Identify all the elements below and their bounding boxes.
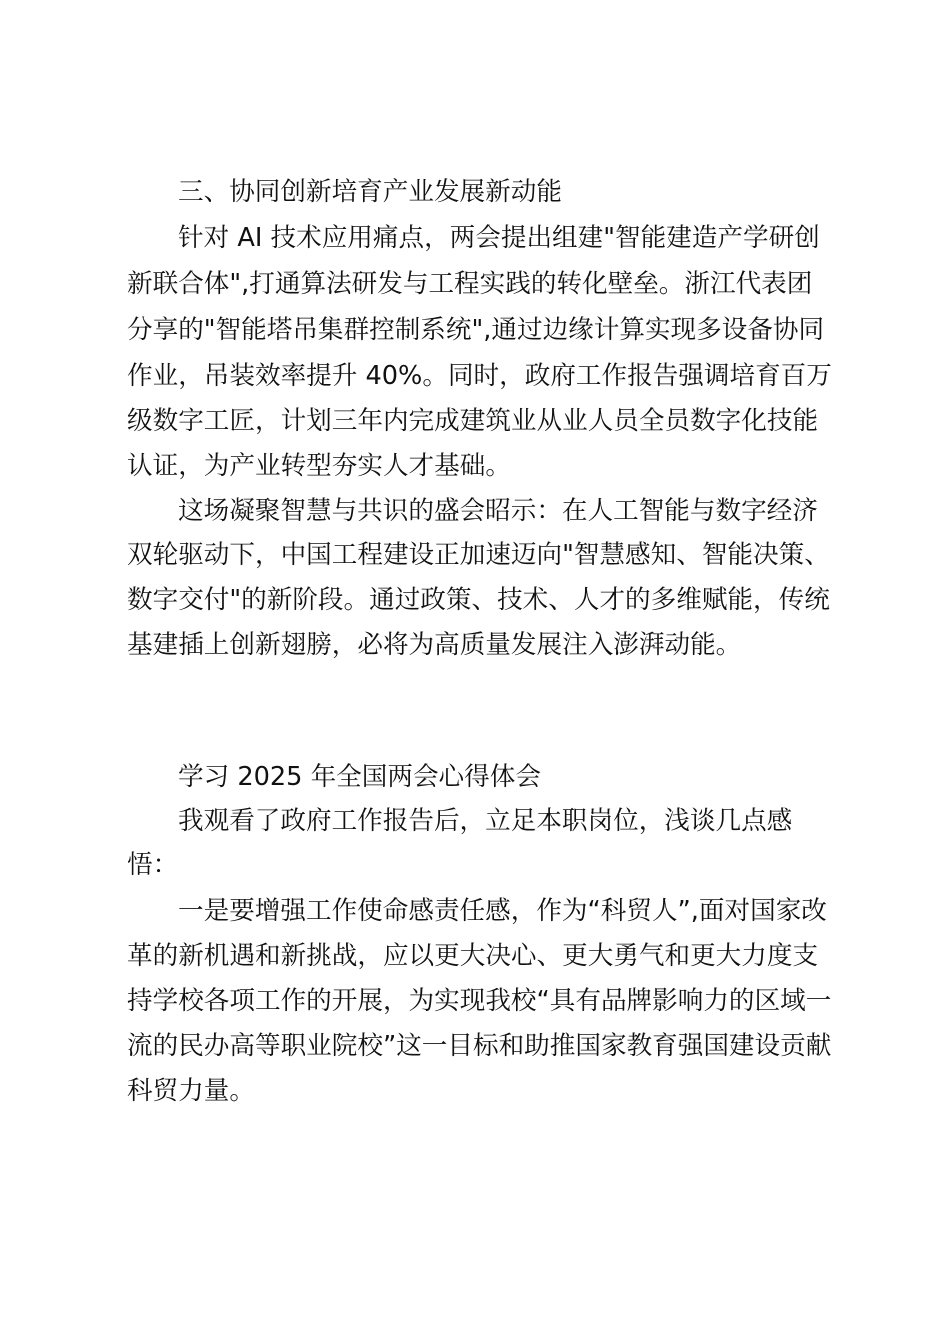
paragraph-line: 级数字工匠，计划三年内完成建筑业从业人员全员数字化技能 <box>127 406 819 436</box>
paragraph-line: 认证，为产业转型夯实人才基础。 <box>127 451 511 481</box>
paragraph-line: 作业，吊装效率提升 40%。同时，政府工作报告强调培育百万 <box>127 361 832 391</box>
paragraph-line: 数字交付"的新阶段。通过政策、技术、人才的多维赋能，传统 <box>127 585 830 615</box>
article-title: 学习 2025 年全国两会心得体会 <box>178 762 541 792</box>
paragraph-line: 我观看了政府工作报告后，立足本职岗位，浅谈几点感 <box>178 806 793 836</box>
paragraph-line: 基建插上创新翅膀，必将为高质量发展注入澎湃动能。 <box>127 630 742 660</box>
paragraph-line: 革的新机遇和新挑战，应以更大决心、更大勇气和更大力度支 <box>127 941 819 971</box>
paragraph-line: 分享的"智能塔吊集群控制系统",通过边缘计算实现多设备协同 <box>127 315 825 345</box>
section-heading: 三、协同创新培育产业发展新动能 <box>178 177 562 207</box>
paragraph-line: 持学校各项工作的开展，为实现我校“具有品牌影响力的区域一 <box>127 986 832 1016</box>
paragraph-line: 针对 AI 技术应用痛点，两会提出组建"智能建造产学研创 <box>178 223 820 253</box>
paragraph-line: 一是要增强工作使命感责任感，作为“科贸人”,面对国家改 <box>178 896 827 926</box>
paragraph-line: 这场凝聚智慧与共识的盛会昭示：在人工智能与数字经济 <box>178 496 818 526</box>
paragraph-line: 新联合体",打通算法研发与工程实践的转化壁垒。浙江代表团 <box>127 269 813 299</box>
paragraph-line: 科贸力量。 <box>127 1076 255 1106</box>
paragraph-line: 流的民办高等职业院校”这一目标和助推国家教育强国建设贡献 <box>127 1031 832 1061</box>
paragraph-line: 双轮驱动下，中国工程建设正加速迈向"智慧感知、智能决策、 <box>127 540 830 570</box>
paragraph-line: 悟： <box>127 850 179 880</box>
